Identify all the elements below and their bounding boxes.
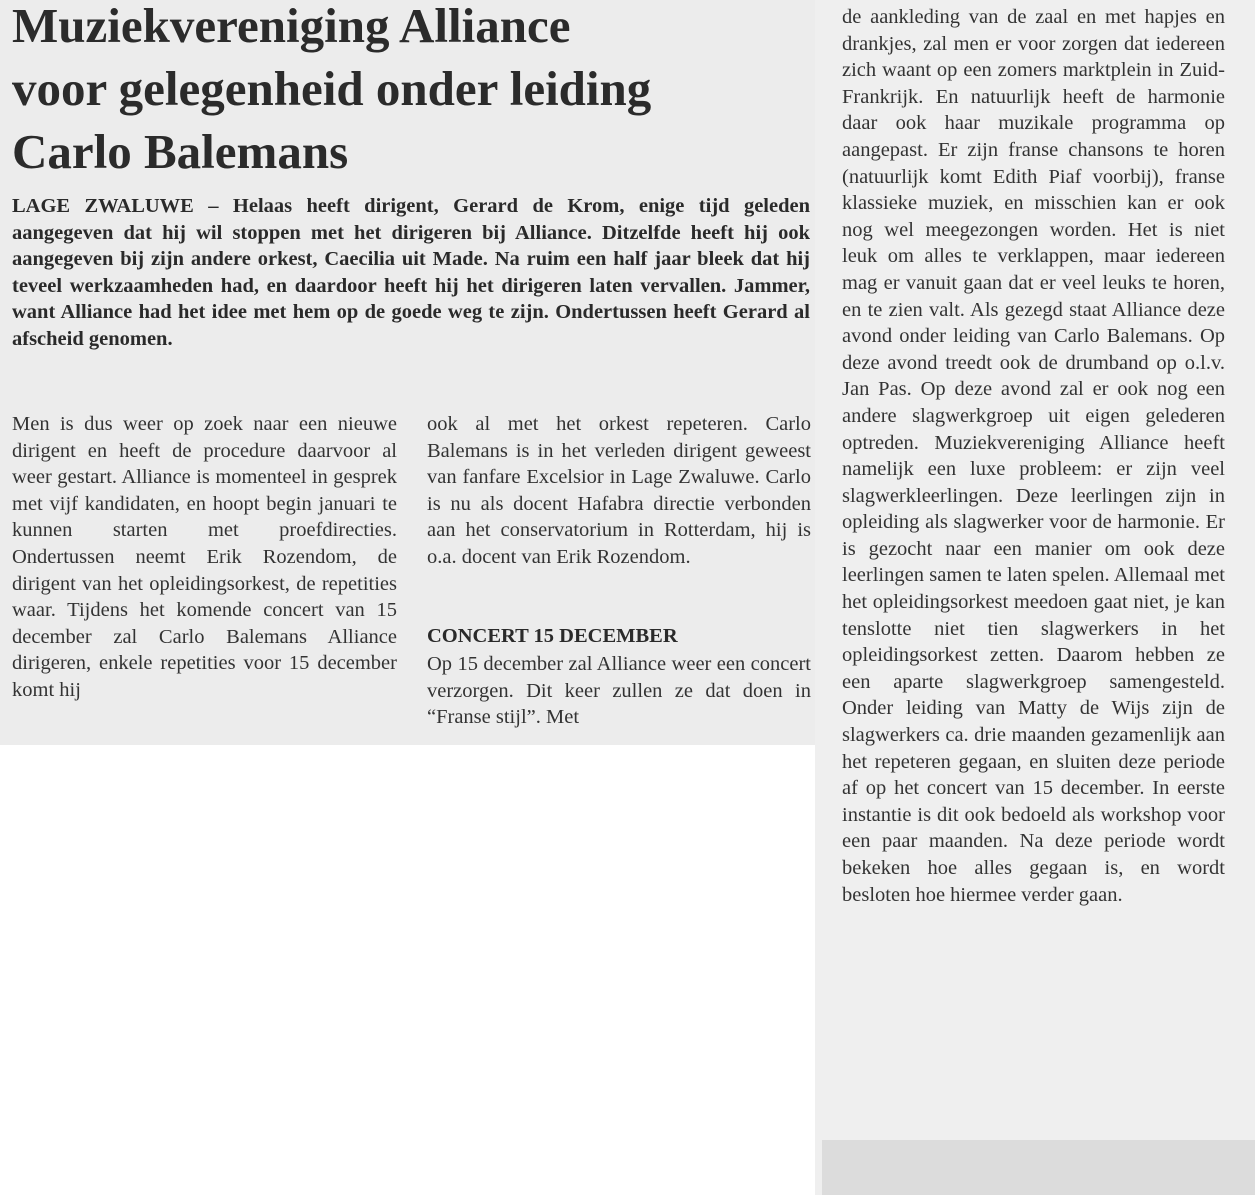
article-column-2-continued: Op 15 december zal Alliance weer een concert verzorgen. Dit keer zullen ze dat doen in “Franse stijl”. Met <box>427 653 811 729</box>
article-intro: LAGE ZWALUWE – Helaas heeft dirigent, Gerard de Krom, enige tijd geleden aangegeven dat hij wil stoppen met het dirigeren bij Alliance. Ditzelfde heeft hij ook aangegeven bij zijn andere orkest, Caecilia uit Made. Na ruim een half jaar bleek dat hij teveel werkzaamheden had, en daardoor heeft hij het dirigeren laten vervallen. Jammer, want Alliance had het idee met hem op de goede weg te zijn. Ondertussen heeft Gerard al afscheid genomen. <box>12 195 810 350</box>
article-column-2: ook al met het orkest repeteren. Carlo Balemans is in het verleden dirigent geweest van fanfare Excelsior in Lage Zwaluwe. Carlo is nu als docent Hafabra directie verbonden aan het conservatorium in Rotterdam, hij is o.a. docent van Erik Rozendom. <box>427 413 811 568</box>
article-subheading: CONCERT 15 DECEMBER <box>427 625 678 647</box>
article-headline: Muziekvereniging Alliance voor gelegenheid onder leiding Carlo Balemans <box>12 0 652 179</box>
article-column-1: Men is dus weer op zoek naar een nieuwe dirigent en heeft de procedure daarvoor al weer gestart. Alliance is momenteel in gesprek met vijf kandidaten, en hoopt begin januari te kunnen starten met proefdirecties. Ondertussen neemt Erik Rozendom, de dirigent van het opleidingsorkest, de repetities waar. Tijdens het komende concert van 15 december zal Carlo Balemans Alliance dirigeren, enkele repetities voor 15 december komt hij <box>12 413 397 701</box>
scan-edge-strip <box>822 1140 1255 1195</box>
article-column-3: de aankleding van de zaal en met hapjes en drankjes, zal men er voor zorgen dat iedereen zich waant op een zomers marktplein in Zuid-Frankrijk. En natuurlijk heeft de harmonie daar ook haar muzikale programma op aangepast. Er zijn franse chansons te horen (natuurlijk komt Edith Piaf voorbij), franse klassieke muziek, en misschien kan er ook nog wel meegezongen worden. Het is niet leuk om alles te verklappen, maar iedereen mag er vanuit gaan dat er veel leuks te horen, en te zien valt. Als gezegd staat Alliance deze avond onder leiding van Carlo Balemans. Op deze avond treedt ook de drumband op o.l.v. Jan Pas. Op deze avond zal er ook nog een andere slagwerkgroep uit eigen gelederen optreden. Muziekvereniging Alliance heeft namelijk een luxe probleem: er zijn veel slagwerkleerlingen. Deze leerlingen zijn in opleiding als slagwerker voor de harmonie. Er is gezocht naar een manier om ook deze leerlingen samen te laten spelen. Allemaal met het opleidingsorkest meedoen gaat niet, je kan tenslotte niet tien slagwerkers in het opleidingsorkest zetten. Daarom hebben ze een aparte slagwerkgroep samengesteld. Onder leiding van Matty de Wijs zijn de slagwerkers ca. drie maanden gezamenlijk aan het repeteren gegaan, en sluiten deze periode af op het concert van 15 december. In eerste instantie is dit ook bedoeld als workshop voor een paar maanden. Na deze periode wordt bekeken hoe alles gegaan is, en wordt besloten hoe hiermee verder gaan. <box>842 6 1225 906</box>
